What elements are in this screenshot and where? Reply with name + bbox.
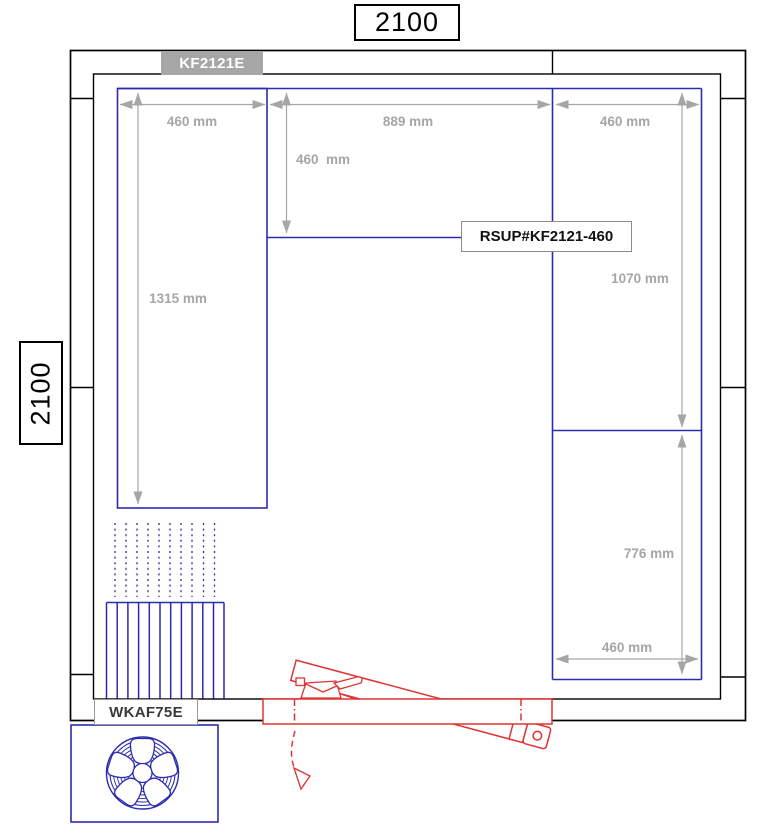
door	[263, 660, 552, 789]
dim-top-middle-shelf-width: 889 mm	[382, 113, 434, 129]
left-shelf	[118, 89, 268, 509]
inner-wall	[94, 74, 721, 699]
overall-width-value: 2100	[374, 7, 440, 37]
room-walls	[71, 51, 746, 721]
dim-right-shelf-lower-length: 776 mm	[623, 545, 675, 561]
shelf-support-label: RSUP#KF2121-460	[461, 221, 632, 252]
fan-icon	[106, 737, 179, 809]
dim-right-shelf-upper-length: 1070 mm	[611, 270, 669, 286]
dim-top-right-shelf-width: 460 mm	[599, 113, 651, 129]
cooling-unit-label: WKAF75E	[94, 699, 198, 725]
airflow-lines	[115, 523, 215, 597]
dim-right-shelf-bottom-width: 460 mm	[601, 639, 653, 655]
door-swing-arrow	[294, 768, 310, 789]
overall-depth-value: 2100	[25, 360, 56, 426]
door-closed-slab	[263, 699, 552, 724]
overall-width-dimension	[354, 4, 460, 41]
wall-panel-joints	[71, 51, 746, 678]
dim-left-shelf-length: 1315 mm	[149, 290, 207, 306]
dim-middle-shelf-depth: 460 mm	[295, 151, 351, 167]
outer-wall	[71, 51, 746, 721]
model-label: KF2121E	[161, 51, 263, 75]
shelving-layout	[118, 89, 702, 680]
evaporator-fins	[107, 603, 225, 699]
overall-depth-dimension	[19, 341, 63, 445]
dim-top-left-shelf-width: 460 mm	[166, 113, 218, 129]
dimension-lines	[120, 93, 699, 674]
